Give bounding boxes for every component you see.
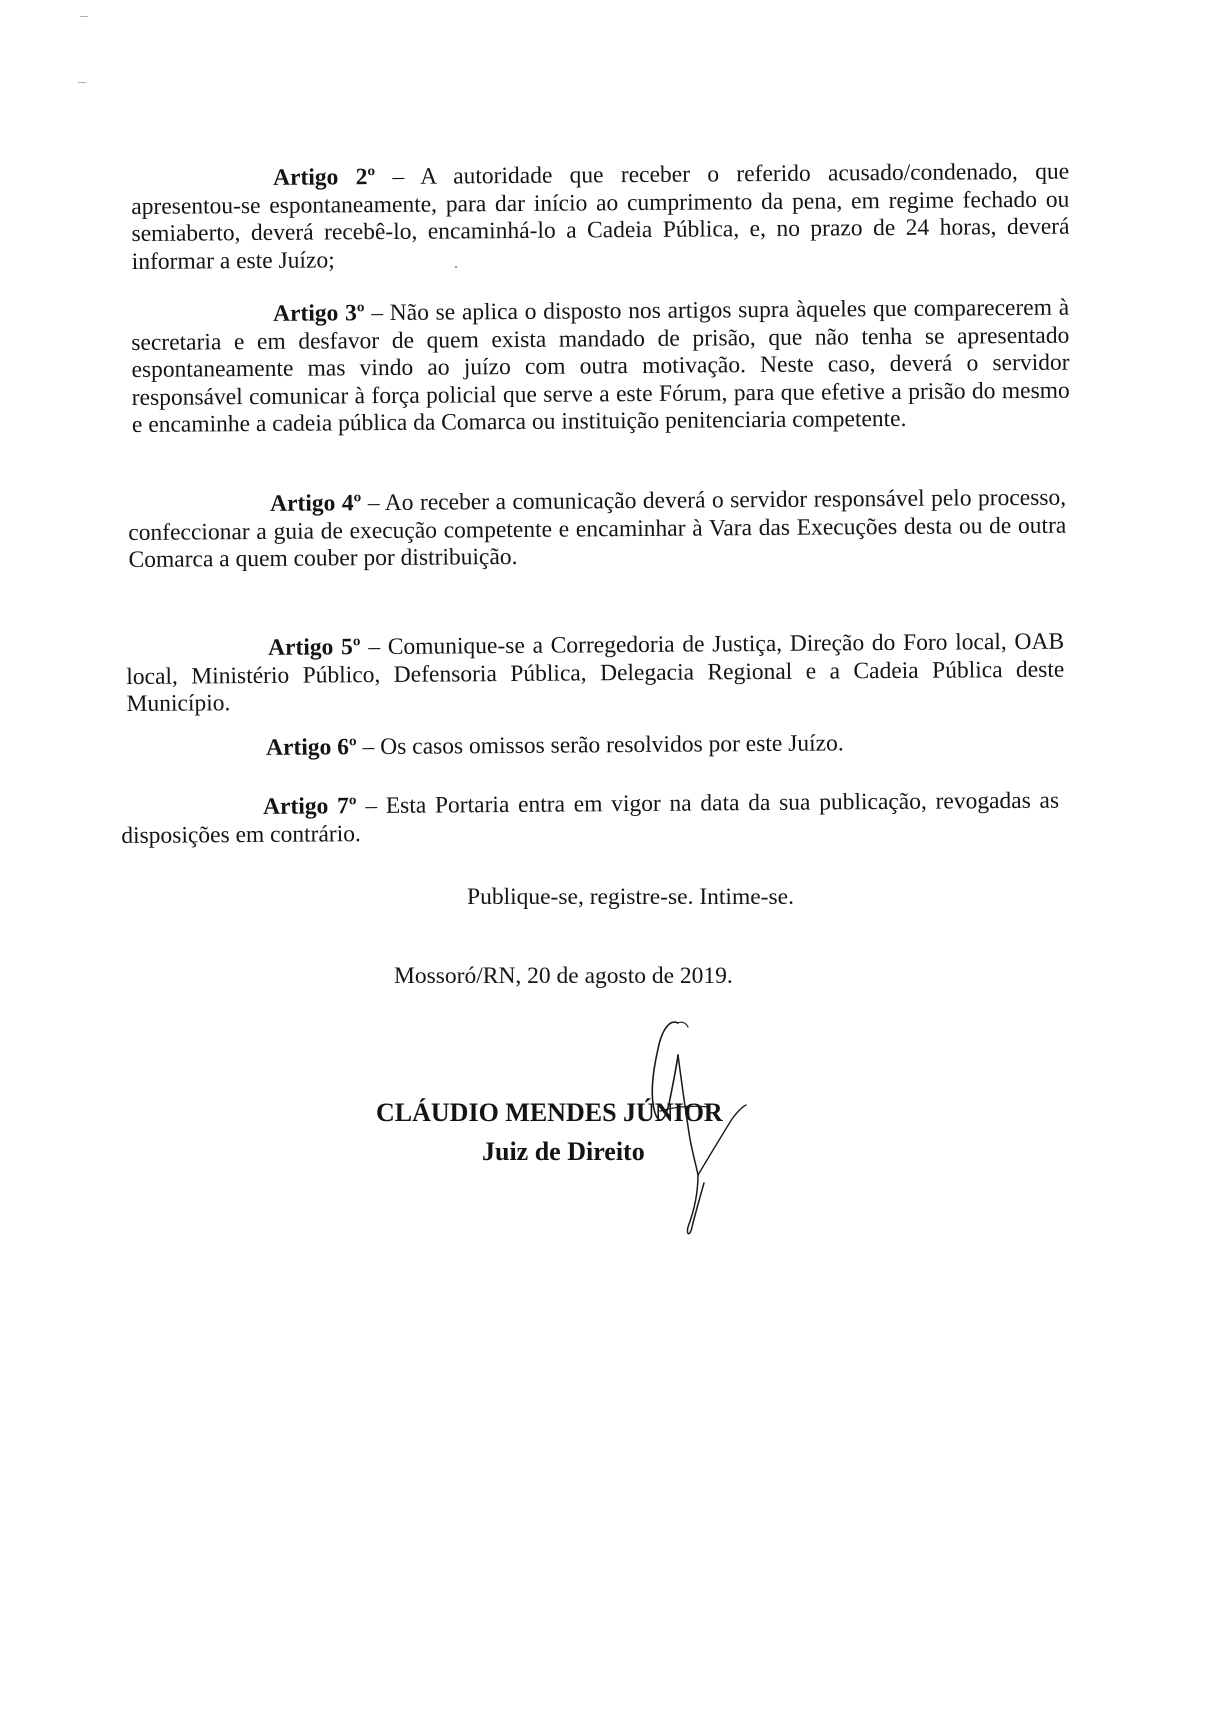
article-4 [128,484,1067,574]
judge-name: CLÁUDIO MENDES JÚNIOR [376,1098,723,1127]
scan-artifact [78,82,86,83]
article-heading: Artigo 3º [272,299,365,327]
place-and-date: Mossoró/RN, 20 de agosto de 2019. [394,963,733,989]
article-3 [131,294,1070,439]
article-2 [131,158,1070,275]
article-5 [126,628,1065,718]
judge-title: Juiz de Direito [482,1137,645,1166]
article-text: – Não se aplica o disposto nos artigos supra àqueles que comparecerem à secretaria e em desfavor de quem exista mandado de prisão, que não tenha se apresentado espontaneamente mas vindo ao juízo com outra motivação. Neste caso, deverá o servidor responsável comunicar à força policial que serve a este Fórum, para que efetive a prisão do mesmo e encaminhe a cadeia pública da Comarca ou instituição penitenciaria competente. [131,294,1070,438]
article-heading: Artigo 2º [272,163,376,191]
handwritten-signature-icon [600,1015,800,1250]
article-text: – Esta Portaria entra em vigor na data da sua publicação, revogadas as disposições em contrário. [121,787,1060,848]
article-6 [124,728,1062,763]
article-text: – Ao receber a comunicação deverá o servidor responsável pelo processo, confeccionar a guia de execução competente e encaminhar à Vara das Execuções desta ou de outra Comarca a quem couber por distribuição. [128,484,1067,573]
publication-order: Publique-se, registre-se. Intime-se. [467,884,794,910]
scan-artifact [80,16,88,17]
article-7 [121,787,1059,849]
article-heading: Artigo 4º [269,489,362,517]
article-heading: Artigo 5º [267,633,361,661]
article-text: – Os casos omissos serão resolvidos por este Juízo. [356,729,844,760]
article-heading: Artigo 6º [265,733,357,761]
article-text: – A autoridade que receber o referido acusado/condenado, que apresentou-se espontaneamente, para dar início ao cumprimento da pena, em regime fechado ou semiaberto, deverá recebê-lo, encaminhá-lo a Cadeia Pública, e, no prazo de 24 horas, deverá informar a este Juízo; [131,158,1070,274]
article-text: – Comunique-se a Corregedoria de Justiça, Direção do Foro local, OAB local, Ministério Público, Defensoria Pública, Delegacia Regional e a Cadeia Pública deste Município. [126,628,1065,717]
article-heading: Artigo 7º [262,792,357,820]
